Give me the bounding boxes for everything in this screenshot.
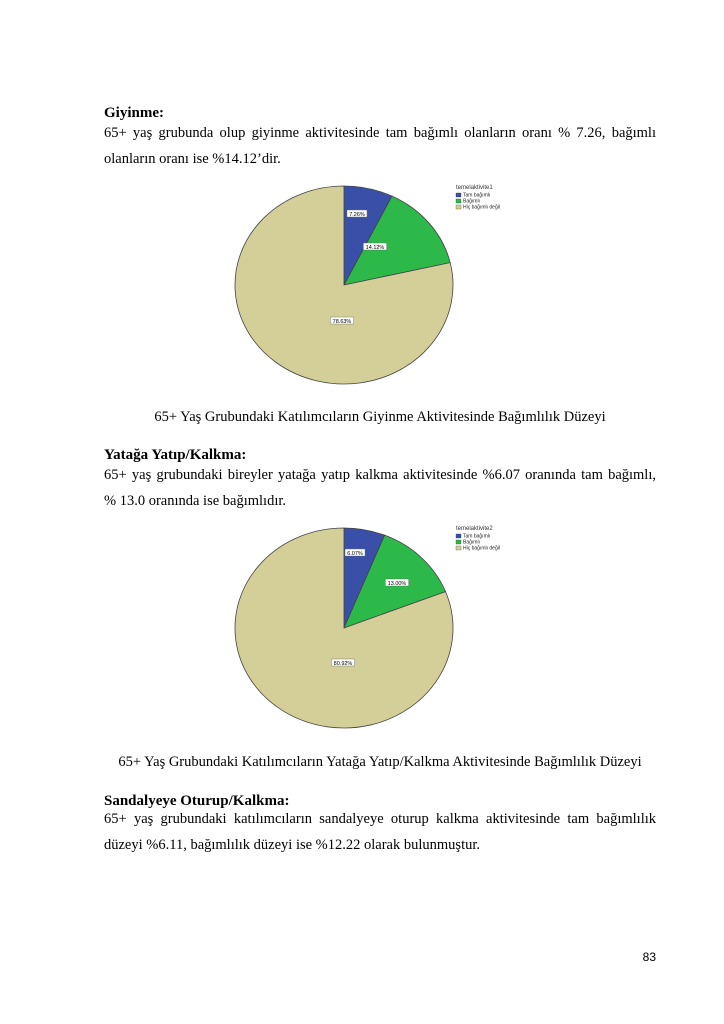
legend-label: Bağımlı [463,539,480,546]
slice-label: 6.07% [347,550,363,557]
legend-label: Bağımlı [463,198,480,205]
legend-label: Hiç bağımlı değil [463,545,500,552]
section-heading-yatak: Yatağa Yatıp/Kalkma: [104,447,247,463]
paragraph-line: 65+ yaş grubunda olup giyinme aktivitesinde tam bağımlı olanların oranı % 7.26, bağımlı [104,125,656,141]
paragraph-line: 65+ yaş grubundaki katılımcıların sandalyeye oturup kalkma aktivitesinde tam bağımlılık [104,811,656,827]
legend-label: Hiç bağımlı değil [463,204,500,211]
legend-swatch [456,540,461,544]
paragraph-sandalye [104,806,656,858]
slice-label: 14.12% [365,244,385,251]
legend-swatch [456,546,461,550]
pie-chart-yatak [0,522,724,732]
page-number: 83 [642,950,656,964]
slice-label: 80.92% [333,660,353,667]
pie-chart-giyinme [0,180,724,390]
paragraph-yatak [104,462,656,514]
paragraph-line: olanların oranı ise %14.12’dir. [104,151,281,167]
paragraph-line: 65+ yaş grubundaki bireyler yatağa yatıp kalkma aktivitesinde %6.07 oranında tam bağımlı, [104,467,656,483]
legend-swatch [456,199,461,203]
legend-title: temelaktivite2 [456,526,493,532]
legend-label: Tam bağımlı [463,533,491,540]
section-heading-giyinme: Giyinme: [104,105,164,121]
slice-label: 13.00% [387,580,407,587]
paragraph-line: düzeyi %6.11, bağımlılık düzeyi ise %12.22 olarak bulunmuştur. [104,837,480,853]
slice-label: 78.63% [332,318,352,325]
legend-swatch [456,534,461,538]
legend-swatch [456,205,461,209]
paragraph-giyinme [104,120,656,172]
chart-caption-giyinme: 65+ Yaş Grubundaki Katılımcıların Giyinme Aktivitesinde Bağımlılık Düzeyi [154,409,606,425]
slice-label: 7.26% [349,211,365,218]
section-heading-sandalye: Sandalyeye Oturup/Kalkma: [104,793,290,809]
chart-caption-yatak: 65+ Yaş Grubundaki Katılımcıların Yatağa Yatıp/Kalkma Aktivitesinde Bağımlılık Düzeyi [118,754,642,770]
paragraph-line: % 13.0 oranında ise bağımlıdır. [104,493,287,509]
legend-swatch [456,193,461,197]
legend-label: Tam bağımlı [463,192,491,199]
legend-title: temelaktivite1 [456,185,493,191]
